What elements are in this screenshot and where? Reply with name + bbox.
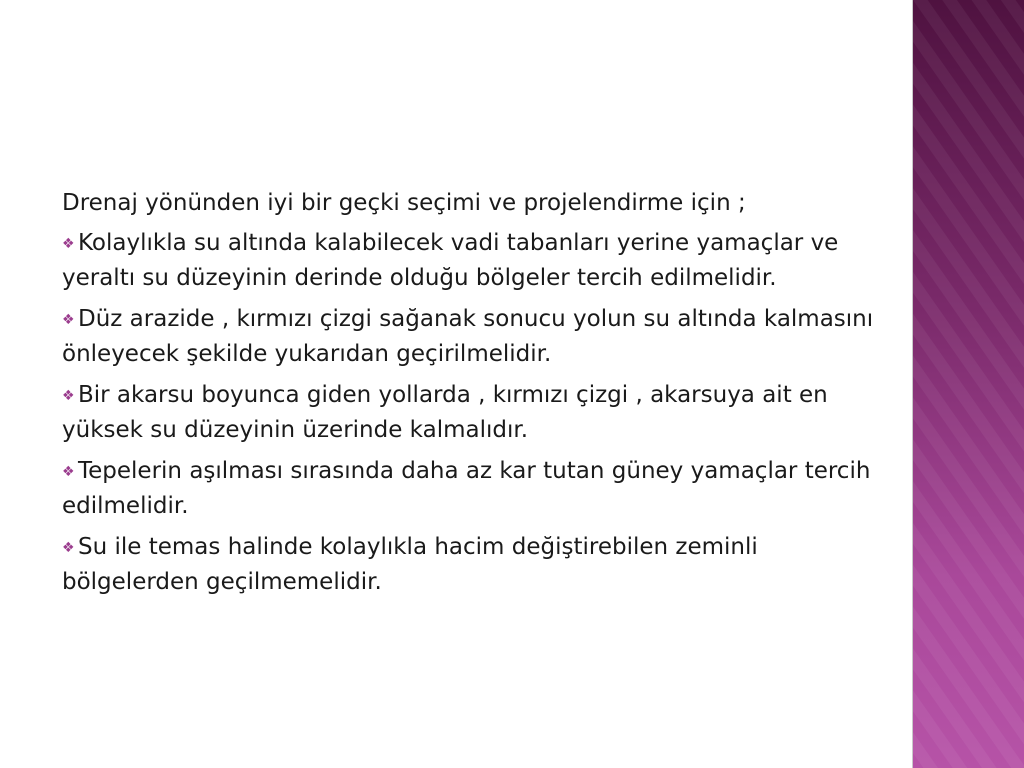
bullet-text: Su ile temas halinde kolaylıkla hacim değiştirebilen zeminli bölgelerden geçilmemelidir. — [62, 534, 758, 595]
diamond-quad-icon: ❖ — [62, 388, 75, 404]
bullet-item — [62, 378, 892, 447]
diamond-quad-icon: ❖ — [62, 312, 75, 328]
bullet-item — [62, 454, 892, 523]
bullet-item — [62, 302, 892, 371]
diamond-quad-icon: ❖ — [62, 540, 75, 556]
bullet-item — [62, 226, 892, 295]
bullet-text: Bir akarsu boyunca giden yollarda , kırmızı çizgi , akarsuya ait en yüksek su düzeyinin üzerinde kalmalıdır. — [62, 382, 828, 443]
intro-text: Drenaj yönünden iyi bir geçki seçimi ve projelendirme için ; — [62, 190, 746, 216]
bullet-text: Tepelerin aşılması sırasında daha az kar tutan güney yamaçlar tercih edilmelidir. — [62, 458, 871, 519]
decorative-side-panel — [912, 0, 1024, 768]
slide-body — [62, 186, 892, 606]
bullet-list — [62, 226, 892, 599]
diamond-quad-icon: ❖ — [62, 464, 75, 480]
bullet-text: Kolaylıkla su altında kalabilecek vadi tabanları yerine yamaçlar ve yeraltı su düzeyinin derinde olduğu bölgeler tercih edilmelidir. — [62, 230, 839, 291]
bullet-item — [62, 530, 892, 599]
diagonal-stripes-pattern — [913, 0, 1024, 768]
bullet-text: Düz arazide , kırmızı çizgi sağanak sonucu yolun su altında kalmasını önleyecek şekilde yukarıdan geçirilmelidir. — [62, 306, 874, 367]
diamond-quad-icon: ❖ — [62, 236, 75, 252]
